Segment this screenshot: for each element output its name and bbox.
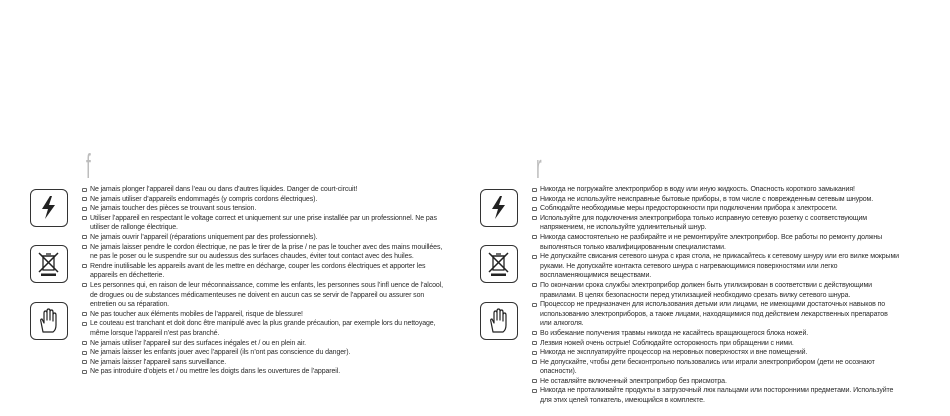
bullet-icon	[532, 255, 537, 259]
safety-item-text: Никогда не проталкивайте продукты в загрузочный люк пальцами или посторонними предметами. Используйте для этих целей толкатель, имеющийся в комплекте.	[540, 387, 894, 405]
hand-icon	[480, 302, 518, 340]
safety-item	[82, 262, 450, 281]
safety-item-text: Ne jamais laisser les enfants jouer avec l’appareil (ils n’ont pas conscience du danger).	[90, 349, 351, 357]
safety-item-text: Никогда не погружайте электроприбор в воду или иную жидкость. Опасность короткого замыкания!	[540, 186, 855, 193]
bullet-icon	[82, 197, 87, 201]
bullet-icon	[532, 197, 537, 201]
safety-item-text: Никогда не используйте неисправные бытовые приборы, в том числе с поврежденным сетевым шнуром.	[540, 195, 874, 203]
safety-item-text: Ne jamais plonger l’appareil dans l’eau ou dans d’autres liquides. Danger de court-circuit!	[90, 186, 358, 193]
safety-item-text: Ne pas toucher aux éléments mobiles de l’appareil, risque de blessure!	[90, 310, 303, 318]
safety-item	[532, 300, 900, 329]
safety-item	[532, 252, 900, 281]
bullet-icon	[82, 245, 87, 249]
safety-item	[532, 339, 900, 349]
electric-shock-icon	[480, 189, 518, 227]
safety-item-text: Les personnes qui, en raison de leur méconnaissance, comme les enfants, les personnes sous l’infl uence de l’alcool, de drogues ou de substances médicamenteuses ne doivent en aucun cas se servir de l’appareil ou assurer son entretien ou sa réparation.	[90, 281, 443, 309]
safety-item-text: Le couteau est tranchant et doit donc être manipulé avec la plus grande précaution, par exemple lors du nettoyage, même lorsque l’appareil n’est pas branché.	[90, 320, 436, 337]
safety-item	[82, 233, 450, 243]
bullet-icon	[532, 303, 537, 307]
safety-item-text: Никогда не эксплуатируйте процессор на неровных поверхностях и вне помещений.	[540, 349, 808, 357]
safety-item-text: Процессор не предназначен для использования детьми или лицами, не имеющими достаточных навыков по использованию электроприборов, а также лицами, находящимися под действием лекарственных препаратов или алкоголя.	[540, 301, 888, 328]
safety-item-text: Ne jamais toucher des pièces se trouvant sous tension.	[90, 205, 257, 213]
bullet-icon	[532, 360, 537, 364]
bullet-icon	[532, 216, 537, 220]
bullet-icon	[532, 351, 537, 355]
bullet-icon	[82, 322, 87, 326]
safety-item	[532, 204, 900, 214]
bullet-icon	[82, 216, 87, 220]
bullet-icon	[82, 341, 87, 345]
safety-item-text: Ne pas introduire d’objets et / ou mettre les doigts dans les ouvertures de l’appareil.	[90, 368, 341, 376]
safety-item	[82, 185, 450, 195]
bullet-icon	[82, 370, 87, 374]
bullet-icon	[82, 360, 87, 364]
electric-shock-icon	[30, 189, 68, 227]
safety-item	[532, 195, 900, 205]
safety-list-ru	[532, 185, 900, 406]
safety-item-text: Ne jamais laisser l’appareil sans surveillance.	[90, 358, 227, 366]
safety-item	[82, 195, 450, 205]
safety-item-text: По окончании срока службы электроприбор должен быть утилизирован в соответствии с действующими правилами. В целях безопасности перед утилизацией необходимо срезать вилку сетевого шнура.	[540, 281, 872, 299]
safety-item-text: Ne jamais utiliser l’appareil sur des surfaces inégales et / ou en plein air.	[90, 339, 307, 347]
safety-item	[82, 281, 450, 310]
bullet-icon	[82, 235, 87, 239]
safety-item-text: Ne jamais laisser pendre le cordon électrique, ne pas le tirer de la prise / ne pas le toucher avec des mains mouillées, ne pas le poser ou le suspendre sur ou audessus des surfaces chaudes, éviter tout contact avec des huiles.	[90, 243, 443, 261]
bullet-icon	[82, 312, 87, 316]
safety-item	[82, 319, 450, 338]
bullet-icon	[532, 389, 537, 393]
bullet-icon	[82, 283, 87, 287]
safety-item	[82, 214, 450, 233]
language-letter-ru: r	[536, 148, 542, 186]
safety-item	[82, 358, 450, 368]
bullet-icon	[532, 235, 537, 239]
bullet-icon	[532, 188, 537, 192]
safety-item-text: Ne jamais utiliser d’appareils endommagés (y compris cordons électriques).	[90, 195, 318, 203]
safety-item-text: Utiliser l’appareil en respectant le voltage correct et uniquement sur une prise installée par un professionnel. Ne pas utiliser de rallonge électrique.	[90, 214, 437, 232]
bullet-icon	[82, 207, 87, 211]
bullet-icon	[532, 331, 537, 335]
safety-item-text: Никогда самостоятельно не разбирайте и не ремонтируйте электроприбор. Все работы по ремонту должны выполняться только квалифицированным специалистами.	[540, 233, 883, 251]
hand-icon	[30, 302, 68, 340]
bullet-icon	[82, 188, 87, 192]
crossed-bin-icon	[30, 245, 68, 283]
safety-item	[532, 377, 900, 387]
safety-item	[532, 348, 900, 358]
safety-item-text: Используйте для подключения электроприбора только исправную сетевую розетку с соответствующим напряжением, не используйте удлинительный шнур.	[540, 214, 868, 232]
bullet-icon	[532, 207, 537, 211]
safety-item-text: Ne jamais ouvrir l’appareil (réparations uniquement par des professionnels).	[90, 233, 318, 241]
safety-item	[532, 386, 900, 405]
safety-item	[532, 329, 900, 339]
safety-item	[532, 358, 900, 377]
safety-item-text: Соблюдайте необходимые меры предосторожности при подключении прибора к электросети.	[540, 205, 838, 213]
bullet-icon	[532, 341, 537, 345]
safety-item-text: Лезвия ножей очень острые! Соблюдайте осторожность при обращении с ними.	[540, 339, 794, 347]
bullet-icon	[532, 379, 537, 383]
safety-item	[532, 185, 900, 195]
safety-item-text: Не допускайте, чтобы дети бесконтрольно пользовались или играли электроприбором (дети не осознают опасности).	[540, 358, 875, 376]
bullet-icon	[82, 351, 87, 355]
bullet-icon	[82, 264, 87, 268]
safety-item	[82, 310, 450, 320]
safety-item	[82, 367, 450, 377]
safety-list-fr	[82, 185, 450, 377]
safety-item	[532, 233, 900, 252]
safety-item	[532, 281, 900, 300]
safety-item	[82, 204, 450, 214]
safety-item	[532, 214, 900, 233]
language-letter-fr: f	[86, 148, 91, 186]
safety-item	[82, 339, 450, 349]
safety-item	[82, 348, 450, 358]
safety-item-text: Rendre inutilisable les appareils avant de les mettre en décharge, couper les cordons électriques et apporter les appareils en déchetterie.	[90, 262, 426, 280]
crossed-bin-icon	[480, 245, 518, 283]
safety-item-text: Не оставляйте включенный электроприбор без присмотра.	[540, 377, 727, 385]
safety-item-text: Во избежание получения травмы никогда не касайтесь вращающегося блока ножей.	[540, 329, 809, 337]
safety-item-text: Не допускайте свисания сетевого шнура с края стола, не прикасайтесь к сетевому шнуру или его вилке мокрыми руками. Не допускайте контакта сетевого шнура с нагревающимися поверхностями или легко воспламеняющимися веществами.	[540, 253, 899, 280]
bullet-icon	[532, 283, 537, 287]
safety-item	[82, 243, 450, 262]
